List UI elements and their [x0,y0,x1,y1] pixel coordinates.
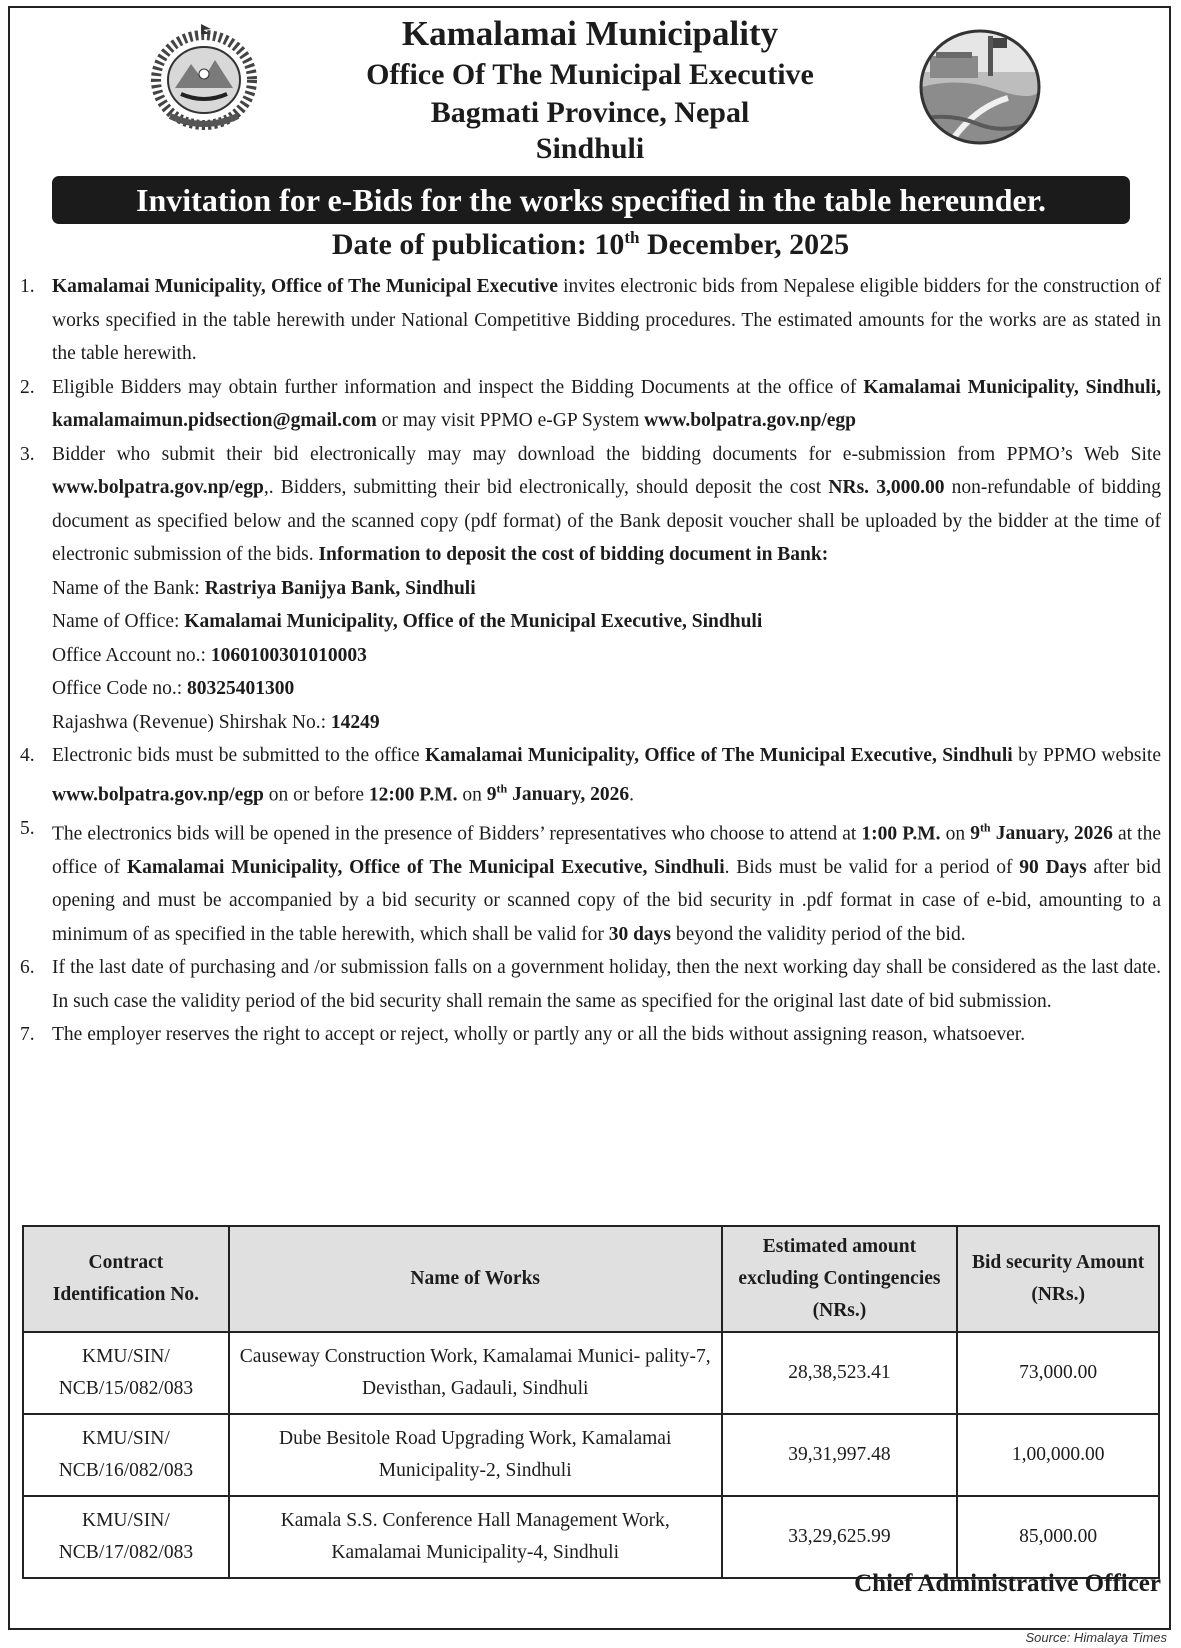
clause-3-text-1: Bidder who submit their bid electronically may may download the bidding documents for e-submission from PPMO’s Web Site [52,443,1161,465]
nepal-emblem-logo [145,22,263,134]
egp-url: www.bolpatra.gov.np/egp [644,410,856,431]
opening-month-year: January, 2026 [990,823,1113,844]
publication-date-suffix: December, 2025 [639,228,850,261]
contract-id-cell: KMU/SIN/ NCB/15/082/083 [23,1332,229,1414]
office-code-line [52,672,1161,706]
submission-day: 9 [486,784,497,805]
clause-7 [0,1018,1181,1052]
clause-number: 7. [20,1024,35,1045]
clause-number: 6. [20,957,35,978]
clause-1-text-1: invites electronic bids from Nepalese eligible bidders for the construction of works specified in the table herewith under National Competitive Bidding procedures. The estimated amounts for the works are as stated in the table herewith. [52,276,1162,364]
publication-date [0,228,1181,262]
clause-5-text-1: The electronics bids will be opened in the presence of Bidders’ representatives who choose to attend at [52,823,862,844]
office-code-value: 80325401300 [187,678,295,699]
submission-month-year: January, 2026 [507,784,630,805]
table-header-row [23,1226,1159,1332]
revenue-heading-line [52,706,1161,740]
clause-number: 1. [20,276,35,297]
egp-url: www.bolpatra.gov.np/egp [52,477,264,498]
clause-4-text-5: . [629,784,634,805]
clause-1-bold-1: Kamalamai Municipality, Office of The Municipal Executive [52,276,558,297]
clause-6-text-1: If the last date of purchasing and /or submission falls on a government holiday, then the next working day shall be considered as the last date. In such case the validity period of the bid security shall remain the same as specified for the original last date of bid submission. [52,957,1161,1012]
opening-day: 9 [970,823,980,844]
works-table [22,1225,1160,1579]
clause-4-text-2: by PPMO website [1012,745,1162,766]
submission-date [486,781,630,805]
clause-number: 2. [20,376,35,398]
work-name-cell: Causeway Construction Work, Kamalamai Munici- pality-7, Devisthan, Gadauli, Sindhuli [229,1332,722,1414]
source-credit: Source: Himalaya Times [1025,1630,1167,1645]
clause-3-body [52,438,1161,572]
column-header-name-of-works: Name of Works [229,1226,722,1332]
clause-2 [0,371,1181,438]
column-header-bid-security: Bid security Amount (NRs.) [957,1226,1159,1332]
table-row [23,1414,1159,1496]
clause-3-bold-3: Information to deposit the cost of bidding document in Bank: [318,544,829,565]
clause-5-text-2: on [940,823,971,844]
bank-name-value: Rastriya Banijya Bank, Sindhuli [204,577,476,599]
document-cost: NRs. 3,000.00 [828,477,945,498]
clause-1 [0,270,1181,371]
province-name: Bagmati Province, Nepal [430,96,750,129]
bank-name-line [52,572,1161,606]
clause-3 [0,438,1181,740]
clause-4-text-4: on [457,784,487,805]
clause-5-text-6: beyond the validity period of the bid. [671,923,966,945]
clause-6 [0,951,1181,1018]
clause-4-text-3: on or before [263,784,369,805]
clause-2-text-2: or may visit PPMO e-GP System [376,410,645,431]
work-name-cell: Dube Besitole Road Upgrading Work, Kamalamai Municipality-2, Sindhuli [229,1414,722,1496]
clause-5-text-4: . Bids must be valid for a period of [724,856,1020,878]
office-name-label: Name of Office: [52,611,185,632]
bank-name-label: Name of the Bank: [52,577,205,599]
contract-id-cell: KMU/SIN/ NCB/17/082/083 [23,1496,229,1578]
clause-5 [0,812,1181,952]
clause-number: 4. [20,745,35,766]
table-row [23,1332,1159,1414]
clause-4 [0,739,1181,812]
district-name: Sindhuli [535,132,645,165]
security-validity: 30 days [608,923,671,945]
bid-security-cell: 1,00,000.00 [957,1414,1159,1496]
account-number-label: Office Account no.: [52,644,211,666]
clause-number: 5. [20,817,35,839]
publication-date-prefix: Date of publication: 10 [331,228,625,261]
clause-3-text-3: non-refundable of bidding document as specified below and the scanned copy (pdf format) of the Bank deposit voucher shall be uploaded by the bidder at the time of electronic submission of the bids. [52,477,1161,565]
contact-email: Kamalamai Municipality, Sindhuli, kamalamaimun.pidsection@gmail.com [52,376,1161,431]
validity-period: 90 Days [1019,856,1087,878]
estimated-amount-cell: 33,29,625.99 [722,1496,958,1578]
publication-date-sup: th [624,228,640,247]
opening-date [970,820,1113,844]
contract-id-cell: KMU/SIN/ NCB/16/082/083 [23,1414,229,1496]
municipality-name: Kamalamai Municipality [401,14,779,53]
municipality-seal-photo [918,28,1042,146]
office-name-value: Kamalamai Municipality, Office of the Municipal Executive, Sindhuli [184,611,763,632]
notice-clauses [0,270,1181,1052]
office-name-line [52,605,1161,639]
estimated-amount-cell: 39,31,997.48 [722,1414,958,1496]
clause-2-text-1: Eligible Bidders may obtain further information and inspect the Bidding Documents at the office of [52,376,864,398]
revenue-heading-label: Rajashwa (Revenue) Shirshak No.: [52,711,331,733]
column-header-estimated-amount: Estimated amount excluding Contingencies (NRs.) [722,1226,958,1332]
clause-7-text-1: The employer reserves the right to accept or reject, wholly or partly any or all the bids without assigning reason, whatsoever. [52,1024,1026,1045]
submission-time: 12:00 P.M. [368,784,458,805]
office-name: Office Of The Municipal Executive [366,58,814,91]
notice-title-banner: Invitation for e-Bids for the works specified in the table hereunder. [52,176,1130,224]
account-number-line [52,639,1161,673]
table-row [23,1496,1159,1578]
clause-3-text-2: ,. Bidders, submitting their bid electronically, should deposit the cost [263,477,829,498]
submission-day-sup: th [496,781,508,796]
opening-day-sup: th [979,820,991,835]
bid-security-cell: 73,000.00 [957,1332,1159,1414]
egp-url: www.bolpatra.gov.np/egp [52,784,264,805]
clause-5-text-3: at the office of [52,823,1161,878]
column-header-contract-id: Contract Identification No. [23,1226,229,1332]
clause-4-text-1: Electronic bids must be submitted to the office [52,745,426,766]
work-name-cell: Kamala S.S. Conference Hall Management Work, Kamalamai Municipality-4, Sindhuli [229,1496,722,1578]
clause-5-text-5: after bid opening and must be accompanied by a bid security or scanned copy of the bid security in .pdf format in case of e-bid, amounting to a minimum of as specified in the table herewith, which shall be valid for [52,856,1161,945]
bid-security-cell: 85,000.00 [957,1496,1159,1578]
clause-number: 3. [20,443,35,465]
clause-5-bold-3: Kamalamai Municipality, Office of The Municipal Executive, Sindhuli [126,856,725,878]
estimated-amount-cell: 28,38,523.41 [722,1332,958,1414]
office-code-label: Office Code no.: [52,678,188,699]
signatory-title: Chief Administrative Officer [854,1570,1161,1597]
opening-time: 1:00 P.M. [861,823,941,844]
revenue-heading-value: 14249 [330,711,380,733]
account-number-value: 1060100301010003 [210,644,367,666]
clause-4-bold-1: Kamalamai Municipality, Office of The Municipal Executive, Sindhuli [425,745,1013,766]
